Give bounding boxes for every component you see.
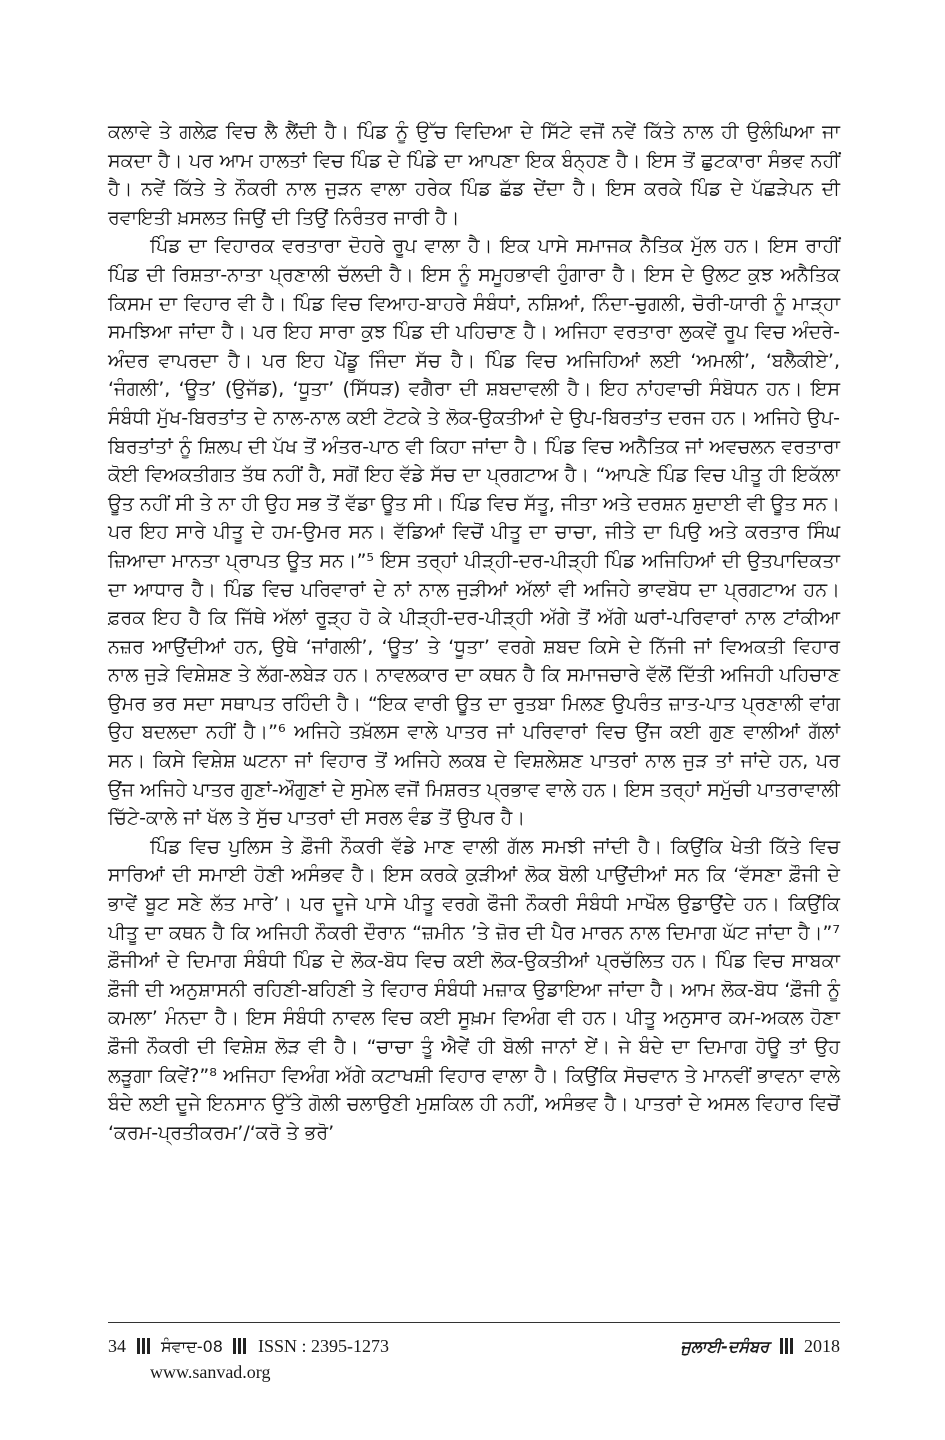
- footer-right: [681, 1336, 840, 1357]
- page-number: 34: [108, 1336, 126, 1356]
- journal-issue: ਸੰਵਾਦ-08: [161, 1337, 223, 1356]
- footer-divider: [108, 1322, 840, 1323]
- paragraph-3: ਪਿੰਡ ਵਿਚ ਪੁਲਿਸ ਤੇ ਫ਼ੌਜੀ ਨੌਕਰੀ ਵੱਡੇ ਮਾਣ ਵਾਲੀ ਗੱਲ ਸਮਝੀ ਜਾਂਦੀ ਹੈ। ਕਿਉਂਕਿ ਖੇਤੀ ਕਿੱਤੇ ਵਿਚ ਸਾਰਿਆਂ ਦੀ ਸਮਾਈ ਹੋਣੀ ਅਸੰਭਵ ਹੈ। ਇਸ ਕਰਕੇ ਕੁੜੀਆਂ ਲੋਕ ਬੋਲੀ ਪਾਉਂਦੀਆਂ ਸਨ ਕਿ ‘ਵੱਸਣਾ ਫ਼ੌਜੀ ਦੇ ਭਾਵੇਂ ਬੂਟ ਸਣੇ ਲੱਤ ਮਾਰੇ’। ਪਰ ਦੂਜੇ ਪਾਸੇ ਪੀਤੂ ਵਰਗੇ ਫੌਜੀ ਨੌਕਰੀ ਸੰਬੰਧੀ ਮਾਖੌਲ ਉਡਾਉਂਦੇ ਹਨ। ਕਿਉਂਕਿ ਪੀਤੂ ਦਾ ਕਥਨ ਹੈ ਕਿ ਅਜਿਹੀ ਨੌਕਰੀ ਦੌਰਾਨ “ਜ਼ਮੀਨ ’ਤੇ ਜ਼ੋਰ ਦੀ ਪੈਰ ਮਾਰਨ ਨਾਲ ਦਿਮਾਗ ਘੱਟ ਜਾਂਦਾ ਹੈ।”⁷ ਫ਼ੌਜੀਆਂ ਦੇ ਦਿਮਾਗ ਸੰਬੰਧੀ ਪਿੰਡ ਦੇ ਲੋਕ-ਬੋਧ ਵਿਚ ਕਈ ਲੋਕ-ਉਕਤੀਆਂ ਪ੍ਰਚੱਲਿਤ ਹਨ। ਪਿੰਡ ਵਿਚ ਸਾਬਕਾ ਫ਼ੌਜੀ ਦੀ ਅਨੁਸ਼ਾਸਨੀ ਰਹਿਣੀ-ਬਹਿਣੀ ਤੇ ਵਿਹਾਰ ਸੰਬੰਧੀ ਮਜ਼ਾਕ ਉਡਾਇਆ ਜਾਂਦਾ ਹੈ। ਆਮ ਲੋਕ-ਬੋਧ ‘ਫ਼ੌਜੀ ਨੂੰ ਕਮਲਾ’ ਮੰਨਦਾ ਹੈ। ਇਸ ਸੰਬੰਧੀ ਨਾਵਲ ਵਿਚ ਕਈ ਸੂਖ਼ਮ ਵਿਅੰਗ ਵੀ ਹਨ। ਪੀਤੂ ਅਨੁਸਾਰ ਕਮ-ਅਕਲ ਹੋਣਾ ਫ਼ੌਜੀ ਨੌਕਰੀ ਦੀ ਵਿਸ਼ੇਸ਼ ਲੋੜ ਵੀ ਹੈ। “ਚਾਚਾ ਤੂੰ ਐਵੇਂ ਹੀ ਬੋਲੀ ਜਾਨਾਂ ਏਂ। ਜੇ ਬੰਦੇ ਦਾ ਦਿਮਾਗ ਹੋਊ ਤਾਂ ਉਹ ਲੜੂਗਾ ਕਿਵੇਂ?”⁸ ਅਜਿਹਾ ਵਿਅੰਗ ਅੱਗੇ ਕਟਾਖਸ਼ੀ ਵਿਹਾਰ ਵਾਲਾ ਹੈ। ਕਿਉਂਕਿ ਸੋਚਵਾਨ ਤੇ ਮਾਨਵੀਂ ਭਾਵਨਾ ਵਾਲੇ ਬੰਦੇ ਲਈ ਦੂਜੇ ਇਨਸਾਨ ਉੱਤੇ ਗੋਲੀ ਚਲਾਉਣੀ ਮੁਸ਼ਕਿਲ ਹੀ ਨਹੀਂ, ਅਸੰਭਵ ਹੈ। ਪਾਤਰਾਂ ਦੇ ਅਸਲ ਵਿਹਾਰ ਵਿਚੋਂ ‘ਕਰਮ-ਪ੍ਰਤੀਕਰਮ’/‘ਕਰੋ ਤੇ ਭਰੋ’: [108, 835, 840, 1144]
- issn-number: ISSN : 2395-1273: [257, 1336, 389, 1356]
- article-body: [108, 118, 840, 1147]
- issue-year: 2018: [804, 1336, 840, 1356]
- website-link[interactable]: www.sanvad.org: [150, 1362, 271, 1382]
- separator-bars-icon: [780, 1338, 794, 1354]
- separator-bars-icon: [137, 1338, 151, 1354]
- separator-bars-icon: [233, 1338, 247, 1354]
- paragraph-2: ਪਿੰਡ ਦਾ ਵਿਹਾਰਕ ਵਰਤਾਰਾ ਦੋਹਰੇ ਰੂਪ ਵਾਲਾ ਹੈ। ਇਕ ਪਾਸੇ ਸਮਾਜਕ ਨੈਤਿਕ ਮੁੱਲ ਹਨ। ਇਸ ਰਾਹੀਂ ਪਿੰਡ ਦੀ ਰਿਸ਼ਤਾ-ਨਾਤਾ ਪ੍ਰਣਾਲੀ ਚੱਲਦੀ ਹੈ। ਇਸ ਨੂੰ ਸਮੂਹਭਾਵੀ ਹੁੰਗਾਰਾ ਹੈ। ਇਸ ਦੇ ਉਲਟ ਕੁਝ ਅਨੈਤਿਕ ਕਿਸਮ ਦਾ ਵਿਹਾਰ ਵੀ ਹੈ। ਪਿੰਡ ਵਿਚ ਵਿਆਹ-ਬਾਹਰੇ ਸੰਬੰਧਾਂ, ਨਸ਼ਿਆਂ, ਨਿੰਦਾ-ਚੁਗਲੀ, ਚੋਰੀ-ਯਾਰੀ ਨੂੰ ਮਾੜ੍ਹਾ ਸਮਝਿਆ ਜਾਂਦਾ ਹੈ। ਪਰ ਇਹ ਸਾਰਾ ਕੁਝ ਪਿੰਡ ਦੀ ਪਹਿਚਾਣ ਹੈ। ਅਜਿਹਾ ਵਰਤਾਰਾ ਲੁਕਵੇਂ ਰੂਪ ਵਿਚ ਅੰਦਰੇ-ਅੰਦਰ ਵਾਪਰਦਾ ਹੈ। ਪਰ ਇਹ ਪੇਂਡੂ ਜਿੰਦਾ ਸੱਚ ਹੈ। ਪਿੰਡ ਵਿਚ ਅਜਿਹਿਆਂ ਲਈ ‘ਅਮਲੀ’, ‘ਬਲੈਕੀਏ’, ‘ਜੰਗਲੀ’, ‘ਊਤ’ (ਉਜੱਡ), ‘ਧੂਤਾ’ (ਸਿੱਧੜ) ਵਗੈਰਾ ਦੀ ਸ਼ਬਦਾਵਲੀ ਹੈ। ਇਹ ਨਾਂਹਵਾਚੀ ਸੰਬੋਧਨ ਹਨ। ਇਸ ਸੰਬੰਧੀ ਮੁੱਖ-ਬਿਰਤਾਂਤ ਦੇ ਨਾਲ-ਨਾਲ ਕਈ ਟੋਟਕੇ ਤੇ ਲੋਕ-ਉਕਤੀਆਂ ਦੇ ਉਪ-ਬਿਰਤਾਂਤ ਦਰਜ ਹਨ। ਅਜਿਹੇ ਉਪ-ਬਿਰਤਾਂਤਾਂ ਨੂੰ ਸ਼ਿਲਪ ਦੀ ਪੱਖ ਤੋਂ ਅੰਤਰ-ਪਾਠ ਵੀ ਕਿਹਾ ਜਾਂਦਾ ਹੈ। ਪਿੰਡ ਵਿਚ ਅਨੈਤਿਕ ਜਾਂ ਅਵਚਲਨ ਵਰਤਾਰਾ ਕੋਈ ਵਿਅਕਤੀਗਤ ਤੱਥ ਨਹੀਂ ਹੈ, ਸਗੋਂ ਇਹ ਵੱਡੇ ਸੱਚ ਦਾ ਪ੍ਰਗਟਾਅ ਹੈ। “ਆਪਣੇ ਪਿੰਡ ਵਿਚ ਪੀਤੂ ਹੀ ਇਕੱਲਾ ਊਤ ਨਹੀਂ ਸੀ ਤੇ ਨਾ ਹੀ ਉਹ ਸਭ ਤੋਂ ਵੱਡਾ ਊਤ ਸੀ। ਪਿੰਡ ਵਿਚ ਸੱਤੂ, ਜੀਤਾ ਅਤੇ ਦਰਸ਼ਨ ਸ਼ੁਦਾਈ ਵੀ ਊਤ ਸਨ। ਪਰ ਇਹ ਸਾਰੇ ਪੀਤੂ ਦੇ ਹਮ-ਉਮਰ ਸਨ। ਵੱਡਿਆਂ ਵਿਚੋਂ ਪੀਤੂ ਦਾ ਚਾਚਾ, ਜੀਤੇ ਦਾ ਪਿਉ ਅਤੇ ਕਰਤਾਰ ਸਿੰਘ ਜ਼ਿਆਦਾ ਮਾਨਤਾ ਪ੍ਰਾਪਤ ਊਤ ਸਨ।”⁵ ਇਸ ਤਰ੍ਹਾਂ ਪੀੜ੍ਹੀ-ਦਰ-ਪੀੜ੍ਹੀ ਪਿੰਡ ਅਜਿਹਿਆਂ ਦੀ ਉਤਪਾਦਿਕਤਾ ਦਾ ਆਧਾਰ ਹੈ। ਪਿੰਡ ਵਿਚ ਪਰਿਵਾਰਾਂ ਦੇ ਨਾਂ ਨਾਲ ਜੁੜੀਆਂ ਅੱਲਾਂ ਵੀ ਅਜਿਹੇ ਭਾਵਬੋਧ ਦਾ ਪ੍ਰਗਟਾਅ ਹਨ। ਫ਼ਰਕ ਇਹ ਹੈ ਕਿ ਜਿੱਥੇ ਅੱਲਾਂ ਰੂੜ੍ਹ ਹੋ ਕੇ ਪੀੜ੍ਹੀ-ਦਰ-ਪੀੜ੍ਹੀ ਅੱਗੇ ਤੋਂ ਅੱਗੇ ਘਰਾਂ-ਪਰਿਵਾਰਾਂ ਨਾਲ ਟਾਂਕੀਆ ਨਜ਼ਰ ਆਉਂਦੀਆਂ ਹਨ, ਉਥੇ ‘ਜਾਂਗਲੀ’, ‘ਊਤ’ ਤੇ ‘ਧੂਤਾ’ ਵਰਗੇ ਸ਼ਬਦ ਕਿਸੇ ਦੇ ਨਿੱਜੀ ਜਾਂ ਵਿਅਕਤੀ ਵਿਹਾਰ ਨਾਲ ਜੁੜੇ ਵਿਸ਼ੇਸ਼ਣ ਤੇ ਲੱਗ-ਲਬੇੜ ਹਨ। ਨਾਵਲਕਾਰ ਦਾ ਕਥਨ ਹੈ ਕਿ ਸਮਾਜਚਾਰੇ ਵੱਲੋਂ ਦਿੱਤੀ ਅਜਿਹੀ ਪਹਿਚਾਣ ਉਮਰ ਭਰ ਸਦਾ ਸਥਾਪਤ ਰਹਿੰਦੀ ਹੈ। “ਇਕ ਵਾਰੀ ਊਤ ਦਾ ਰੁਤਬਾ ਮਿਲਣ ਉਪਰੰਤ ਜ਼ਾਤ-ਪਾਤ ਪ੍ਰਣਾਲੀ ਵਾਂਗ ਉਹ ਬਦਲਦਾ ਨਹੀਂ ਹੈ।”⁶ ਅਜਿਹੇ ਤਖ਼ੱਲਸ ਵਾਲੇ ਪਾਤਰ ਜਾਂ ਪਰਿਵਾਰਾਂ ਵਿਚ ਉਂਜ ਕਈ ਗੁਣ ਵਾਲੀਆਂ ਗੱਲਾਂ ਸਨ। ਕਿਸੇ ਵਿਸ਼ੇਸ਼ ਘਟਨਾ ਜਾਂ ਵਿਹਾਰ ਤੋਂ ਅਜਿਹੇ ਲਕਬ ਦੇ ਵਿਸ਼ਲੇਸ਼ਣ ਪਾਤਰਾਂ ਨਾਲ ਜੁੜ ਤਾਂ ਜਾਂਦੇ ਹਨ, ਪਰ ਉਂਜ ਅਜਿਹੇ ਪਾਤਰ ਗੁਣਾਂ-ਔਗੁਣਾਂ ਦੇ ਸੁਮੇਲ ਵਜੋਂ ਮਿਸ਼ਰਤ ਪ੍ਰਭਾਵ ਵਾਲੇ ਹਨ। ਇਸ ਤਰ੍ਹਾਂ ਸਮੁੱਚੀ ਪਾਤਰਾਵਾਲੀ ਚਿੱਟੇ-ਕਾਲੇ ਜਾਂ ਖੱਲ ਤੇ ਸੁੱਚ ਪਾਤਰਾਂ ਦੀ ਸਰਲ ਵੰਡ ਤੋਂ ਉਪਰ ਹੈ।: [108, 235, 840, 830]
- page-footer: [108, 1336, 840, 1362]
- issue-period: ਜੁਲਾਈ-ਦਸੰਬਰ: [680, 1337, 769, 1356]
- footer-left: [108, 1336, 389, 1357]
- paragraph-1: ਕਲਾਵੇ ਤੇ ਗਲੇਫ਼ ਵਿਚ ਲੈ ਲੈਂਦੀ ਹੈ। ਪਿੰਡ ਨੂੰ ਉੱਚ ਵਿਦਿਆ ਦੇ ਸਿੱਟੇ ਵਜੋਂ ਨਵੇਂ ਕਿੱਤੇ ਨਾਲ ਹੀ ਉਲੰਘਿਆ ਜਾ ਸਕਦਾ ਹੈ। ਪਰ ਆਮ ਹਾਲਤਾਂ ਵਿਚ ਪਿੰਡ ਦੇ ਪਿੰਡੇ ਦਾ ਆਪਣਾ ਇਕ ਬੰਨ੍ਹਣ ਹੈ। ਇਸ ਤੋਂ ਛੁਟਕਾਰਾ ਸੰਭਵ ਨਹੀਂ ਹੈ। ਨਵੇਂ ਕਿੱਤੇ ਤੇ ਨੌਕਰੀ ਨਾਲ ਜੁੜਨ ਵਾਲਾ ਹਰੇਕ ਪਿੰਡ ਛੱਡ ਦੇਂਦਾ ਹੈ। ਇਸ ਕਰਕੇ ਪਿੰਡ ਦੇ ਪੱਛੜੇਪਨ ਦੀ ਰਵਾਇਤੀ ਖ਼ਸਲਤ ਜਿਉਂ ਦੀ ਤਿਉਂ ਨਿਰੰਤਰ ਜਾਰੀ ਹੈ।: [108, 121, 840, 229]
